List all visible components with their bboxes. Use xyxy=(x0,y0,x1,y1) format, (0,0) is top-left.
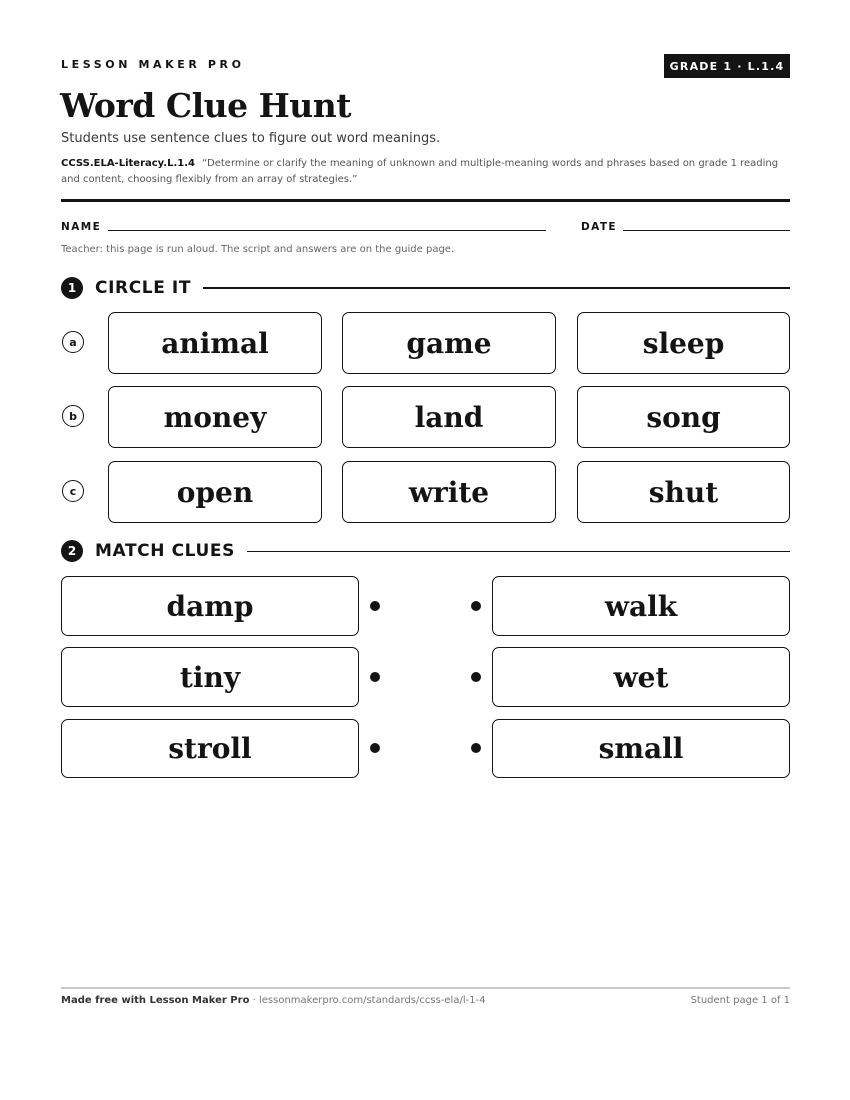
match-dot-left[interactable] xyxy=(370,672,380,682)
match-dot-right[interactable] xyxy=(471,743,481,753)
section-number: 1 xyxy=(61,277,83,299)
footer-brand: Made free with Lesson Maker Pro xyxy=(61,995,250,1006)
circle-word-card[interactable]: shut xyxy=(577,461,790,523)
section-rule xyxy=(247,551,790,552)
match-left-card[interactable]: stroll xyxy=(61,719,359,778)
circle-word-card[interactable]: money xyxy=(108,386,322,448)
page-title: Word Clue Hunt xyxy=(60,86,352,125)
match-dot-left[interactable] xyxy=(370,743,380,753)
section-match-clues-header xyxy=(61,539,790,563)
footer-separator: · xyxy=(249,995,259,1006)
row-letter-c: c xyxy=(62,480,84,502)
footer-credit xyxy=(61,995,486,1006)
name-field-line[interactable] xyxy=(108,230,546,231)
footer-divider xyxy=(61,987,790,989)
circle-word-card[interactable]: sleep xyxy=(577,312,790,374)
circle-word-card[interactable]: write xyxy=(342,461,556,523)
brand-name: LESSON MAKER PRO xyxy=(61,58,245,71)
standard-code: CCSS.ELA-Literacy.L.1.4 xyxy=(61,158,195,169)
match-left-card[interactable]: damp xyxy=(61,576,359,636)
circle-word-card[interactable]: game xyxy=(342,312,556,374)
footer-url[interactable]: lessonmakerpro.com/standards/ccss-ela/l-1-4 xyxy=(258,995,486,1006)
match-dot-left[interactable] xyxy=(370,601,380,611)
row-letter-a: a xyxy=(62,331,84,353)
date-field-line[interactable] xyxy=(623,230,790,231)
circle-word-card[interactable]: song xyxy=(577,386,790,448)
header-divider xyxy=(61,199,790,202)
section-rule xyxy=(203,287,790,289)
row-letter-b: b xyxy=(62,405,84,427)
grade-badge: GRADE 1 · L.1.4 xyxy=(664,54,790,78)
match-right-card[interactable]: wet xyxy=(492,647,790,707)
footer-page-number: Student page 1 of 1 xyxy=(690,995,790,1006)
match-dot-right[interactable] xyxy=(471,601,481,611)
match-right-card[interactable]: walk xyxy=(492,576,790,636)
circle-word-card[interactable]: animal xyxy=(108,312,322,374)
section-circle-it-header xyxy=(61,276,790,300)
match-left-card[interactable]: tiny xyxy=(61,647,359,707)
teacher-note: Teacher: this page is run aloud. The script and answers are on the guide page. xyxy=(61,244,455,255)
section-title: CIRCLE IT xyxy=(95,278,192,298)
standard-text: “Determine or clarify the meaning of unknown and multiple-meaning words and phrases based on grade 1 reading and content, choosing flexibly from an array of strategies.” xyxy=(61,158,779,185)
circle-word-card[interactable]: land xyxy=(342,386,556,448)
section-number: 2 xyxy=(61,540,83,562)
match-dot-right[interactable] xyxy=(471,672,481,682)
circle-word-card[interactable]: open xyxy=(108,461,322,523)
section-title: MATCH CLUES xyxy=(95,541,235,561)
match-right-card[interactable]: small xyxy=(492,719,790,778)
standard-description xyxy=(61,156,791,188)
name-label: NAME xyxy=(61,221,102,233)
page-subtitle: Students use sentence clues to figure out word meanings. xyxy=(61,131,441,146)
date-label: DATE xyxy=(581,221,617,233)
